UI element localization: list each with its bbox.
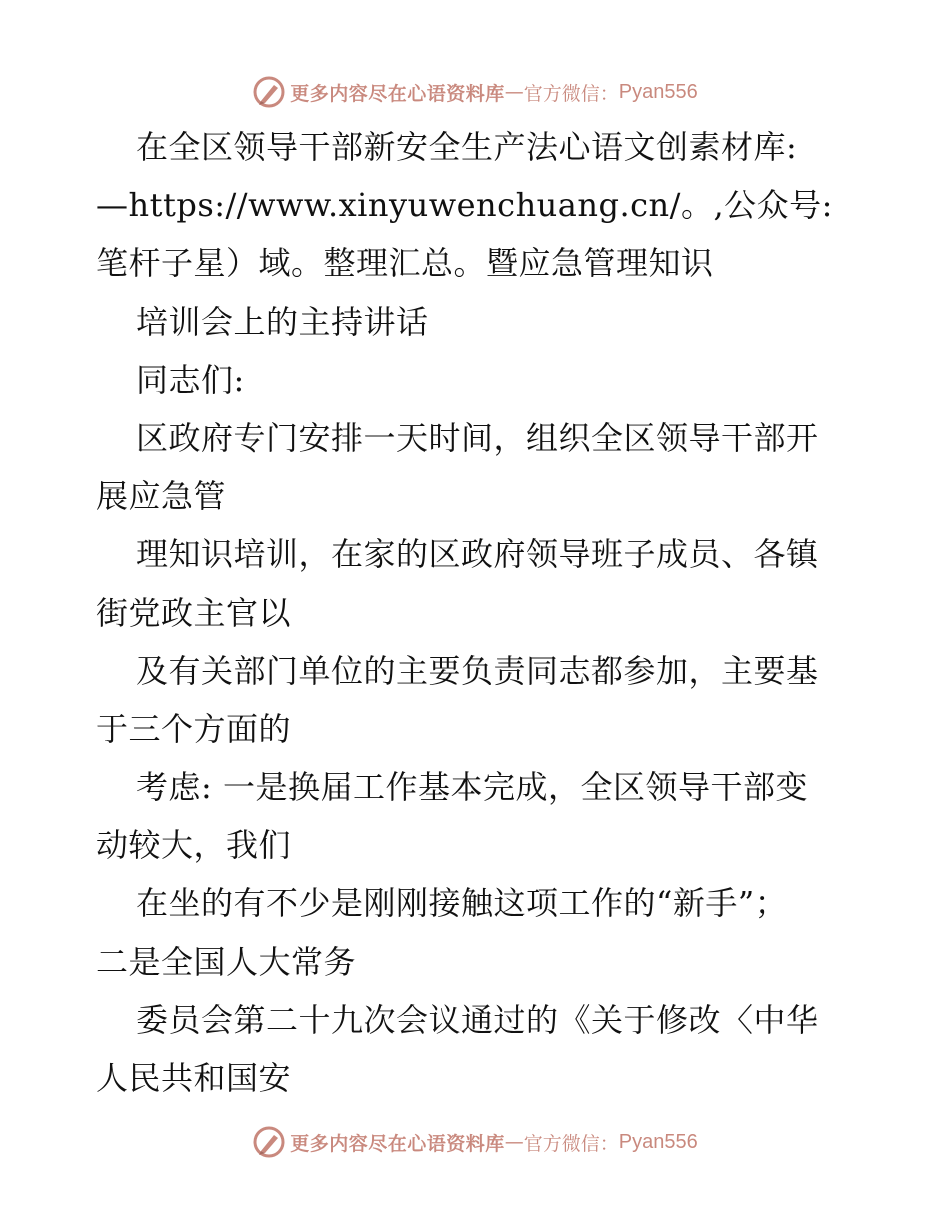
body-line: 及有关部门单位的主要负责同志都参加，主要基 <box>136 651 819 690</box>
footer-wechat-label: 官方微信： <box>523 1132 619 1155</box>
body-line: 于三个方面的 <box>96 709 292 748</box>
body-line: 动较大，我们 <box>96 826 292 865</box>
body-line: —https://www.xinyuwenchuang.cn/。,公众号: <box>96 186 833 225</box>
body-line: 笔杆子星）域。整理汇总。暨应急管理知识 <box>96 244 714 283</box>
body-line: 培训会上的主持讲话 <box>136 302 429 341</box>
body-line: 委员会第二十九次会议通过的《关于修改〈中华 <box>136 1000 819 1039</box>
footer-watermark <box>0 1122 950 1162</box>
body-line: 考虑: 一是换届工作基本完成，全区领导干部变 <box>136 768 808 807</box>
body-line: 街党政主官以 <box>96 593 292 632</box>
header-wechat-id: Pyan556 <box>618 80 698 103</box>
body-line: 同志们: <box>136 360 245 399</box>
body-line: 在全区领导干部新安全生产法心语文创素材库: <box>136 128 798 166</box>
body-line: 人民共和国安 <box>96 1059 292 1097</box>
body-line: 在坐的有不少是刚刚接触这项工作的“新手”； <box>136 884 788 923</box>
pen-logo-icon <box>252 1125 286 1159</box>
body-line: 展应急管 <box>96 477 227 516</box>
header-wechat-label: 官方微信： <box>523 82 619 105</box>
footer-site-text: 更多内容尽在心语资料库 <box>290 1132 505 1155</box>
footer-separator: — <box>504 1131 524 1153</box>
header-site-text: 更多内容尽在心语资料库 <box>290 82 505 105</box>
document-body <box>96 118 856 1107</box>
header-separator: — <box>504 81 524 103</box>
body-line: 区政府专门安排一天时间，组织全区领导干部开 <box>136 418 819 457</box>
pen-logo-icon <box>252 75 286 109</box>
header-watermark <box>0 72 950 112</box>
body-line: 理知识培训，在家的区政府领导班子成员、各镇 <box>136 535 819 574</box>
body-line: 二是全国人大常务 <box>96 942 357 981</box>
footer-wechat-id: Pyan556 <box>618 1130 698 1153</box>
